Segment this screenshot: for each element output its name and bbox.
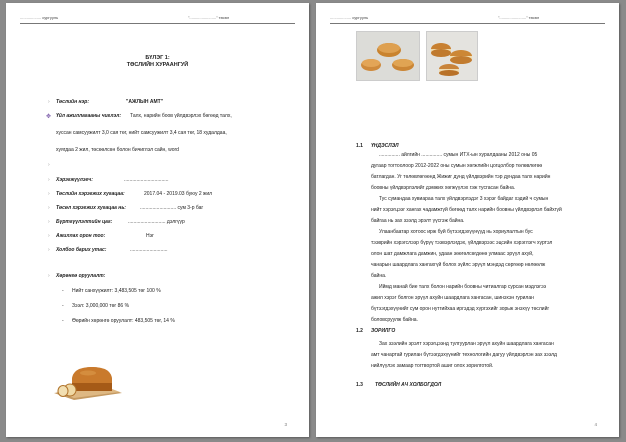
activity-value: Талх, нарийн боов үйлдвэрлэх бөгөөд талх, (130, 113, 232, 119)
section-1-line: байгаа нь зах зээлд эрэлт үүсгэж байна. (371, 218, 465, 224)
location-label: Төсөл хэрэгжих хугацаа нь: (56, 205, 126, 211)
funding-title: Хөрөнгө оруулалт: (56, 273, 106, 279)
section-1-line: боовны үйлдвэрлэлийг дэмжих хөгжүүлэх гэж тусгасан байна. (371, 185, 516, 191)
section-3-title: ТӨСЛИЙН АЧ ХОЛБОГДОЛ (375, 382, 442, 388)
location-value: .......................... сум 3-р баг (140, 205, 204, 211)
page-number: 4 (594, 422, 597, 427)
section-1-line: дугаар тогтоолоор 2012-2022 оны сумын хөгжлийн цогцолбор төлөвлөгөө (371, 163, 543, 169)
page-header (330, 15, 605, 23)
section-1-line: Иймд манай бие талх болон нарийн боовны читиалгар сурсан мэдлэгээ (379, 284, 547, 290)
implementer-label: Хэрэгжүүлэгч: (56, 177, 93, 183)
header-left: ................... сургууль (330, 15, 369, 20)
section-3-number: 1.3 (356, 382, 363, 388)
funding-item-total: Нийт санхүүжилт: 3,483,505 төг 100 % (72, 288, 161, 294)
section-1-line: чанарын шаардлага хангахгүй болох зүйлс эрүүл мэндэд сөргөөр нөлөөлж (371, 262, 546, 268)
contact-value: ........................... (130, 247, 168, 253)
section-1-line: олон шат дамжлага дамжин, удаан зөөгөлсөгдөнө улмаас эрүүл ахуй, (371, 251, 534, 257)
section-1-line: боловсруулж байна. (371, 317, 418, 323)
activity-line-3: хуягдаа 2 жил, төсөөлсөн болон бичиглэл сайн, word (56, 147, 179, 153)
buns-photo-1 (356, 31, 420, 81)
section-1-line: ............... айлгийн ............... сумын ИТХ-ын хуралдааны 2012 оны 05 (379, 152, 538, 158)
funding-item-loan: Зээл: 3,000,000 төг 86 % (72, 303, 130, 309)
activity-line-2: хуссан самсуужилт 3,0 сая төг, нийт самсуужилт 3,4 сая төг, 18 худалдаа, (56, 130, 227, 136)
section-1-number: 1.1 (356, 143, 363, 149)
registration-value: ........................... дэлгүүр (128, 219, 185, 225)
chapter-title: ТӨСЛИЙН ХУРААНГУЙ (126, 62, 189, 68)
funding-item-own: Өөрийн хөрөнгө оруулалт: 483,505 төг, 14 % (72, 318, 175, 324)
header-right: "........................" төсөл (188, 15, 230, 20)
section-1-line: Тус сумандаа хувиараа талх үйлдвэрлэдэг 3 хэрэг байдаг хэдий ч сумын (379, 196, 549, 202)
section-1-line: байна. (371, 273, 387, 279)
section-2-line: Зах зээлийн эрэлт хэрэгцээнд тулгуурлан эрүүл ахуйн шаардлага хангасан (379, 341, 554, 347)
buns-photo-2 (426, 31, 478, 81)
section-2-title: ЗОРИЛГО (371, 328, 396, 334)
section-1-line: батлагдан. Уг төлөвлөгөөнд Жижиг дунд үйлдвэрийн тэр дундаа талх нарийн (371, 174, 551, 180)
section-2-line: нийлүүлэх замаар тогтвортой ашиг олох зорилготой. (371, 363, 494, 369)
duration-value: 2017.04 - 2019.03 буюу 2 жил (144, 191, 213, 197)
staff-label: Ажиллах орон тоо: (56, 233, 106, 239)
header-right: "........................" төсөл (498, 15, 540, 20)
implementer-value: ................................ (124, 177, 169, 183)
page-header (20, 15, 295, 23)
activity-label: Үйл ажиллагааны чиглэл: (56, 113, 121, 119)
page-number: 3 (284, 422, 287, 427)
document-page-4 (316, 3, 619, 437)
section-2-line: амт чанартай гурилан бүтээгдэхүүнийг технологийн дагуу үйлдвэрлэн зах зээлд (371, 352, 557, 358)
bread-image (52, 363, 124, 401)
section-1-title: ҮНДЭСЛЭЛ (371, 143, 399, 149)
section-1-line: нийт хэрэгцээг хангах чадамжгүй бөгөөд талх нарийн боовны үйлдвэрлэл байхгүй (371, 207, 562, 213)
section-1-line: бүтээгдэхүүнийг сум орон нутгийхаа иргэдэд хүргэхийг зорьж энэхүү төслийг (371, 306, 550, 312)
chapter-label: БҮЛЭГ 1: (145, 55, 170, 61)
document-page-3: ................... сургууль "........................" төсөл БҮЛЭГ 1: ТӨСЛИЙН ХУРААНГУЙ › Төслийн нэр: "АЖЛЫН АМТ" ✥ Үйл ажиллагааны чиглэл: Талх, нарийн боов үйлдвэрлэх бөгөөд талх, хуссан самсуужилт 3,0 сая төг, нийт самсуужилт 3,4 сая төг, 18 худалдаа, хуягдаа 2 жил, төсөөлсөн болон бичиглэл сайн, word › › Хэрэгжүүлэгч: ................................ › Төслийн хэрэгжих хугацаа: 2017.04 - 2019.03 буюу 2 жил › Төсөл хэрэгжих хугацаа нь: .......................... сум 3-р баг › Бүртгүүлэлтийн цаг: ........................... дэлгүүр › Ажиллах орон тоо: Нэг › Холбоо барих утас: ........................... › Хөрөнгө оруулалт: - Нийт санхүүжилт: 3,483,505 төг 100 % - Зээл: 3,000,000 төг 86 % - Өөрийн хөрөнгө оруулалт: 483,505 төг, 14 % 3 (6, 3, 309, 437)
contact-label: Холбоо барих утас: (56, 247, 107, 253)
section-1-line: тээврийн хэрэгслээр бүрүү тээвэрлэгдэх, үйлдвэрээс эцсийн хэрэглэгч хүртэл (371, 240, 553, 246)
project-name-label: Төслийн нэр: (56, 99, 90, 105)
duration-label: Төслийн хэрэгжих хугацаа: (56, 191, 125, 197)
header-left: ................... сургууль (20, 15, 59, 20)
project-name-value: "АЖЛЫН АМТ" (126, 99, 164, 105)
registration-label: Бүртгүүлэлтийн цаг: (56, 219, 113, 225)
section-1-line: Улаанбаатар хотоос ирж буй бүтээгдэхүүнүүд нь хориулалтын бус (379, 229, 533, 235)
section-1-line: ажил хэрэг болгон эрүүл ахуйн шаардлага хангасан, шинэхэн гурилан (371, 295, 534, 301)
section-2-number: 1.2 (356, 328, 363, 334)
staff-value: Нэг (146, 233, 154, 239)
